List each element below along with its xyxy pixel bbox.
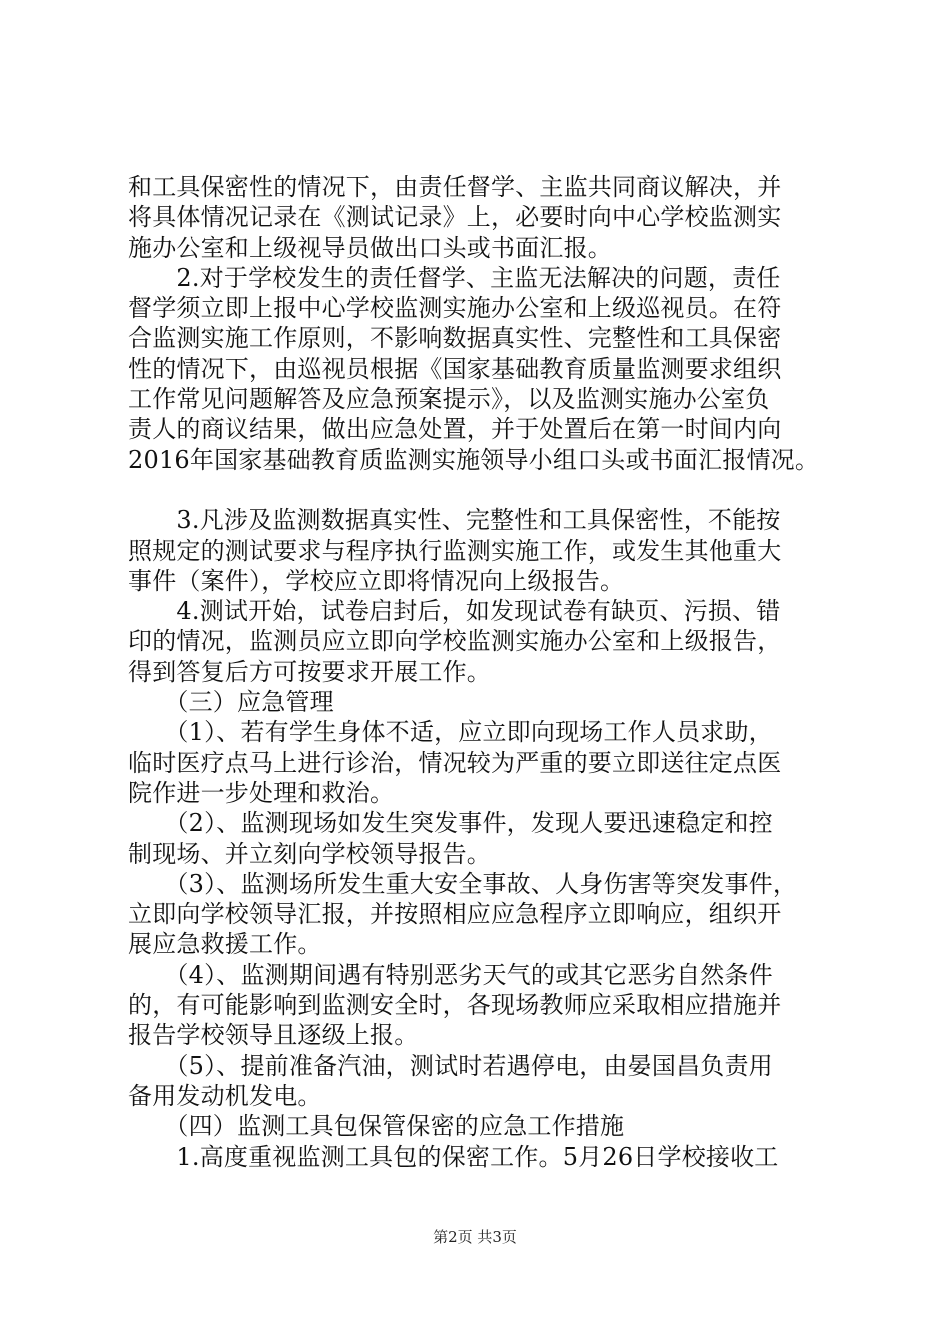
text-line: 性的情况下，由巡视员根据《国家基础教育质量监测要求组织 (128, 354, 782, 383)
text-line: 印的情况，监测员应立即向学校监测实施办公室和上级报告， (128, 627, 782, 656)
text-line: 备用发动机发电。 (128, 1081, 322, 1110)
text-line: （2）、监测现场如发生突发事件，发现人要迅速稳定和控 (128, 809, 773, 838)
text-line: 事件（案件），学校应立即将情况向上级报告。 (128, 566, 625, 595)
text-line: 临时医疗点马上进行诊治，情况较为严重的要立即送往定点医 (128, 748, 782, 777)
text-line: 将具体情况记录在《测试记录》上，必要时向中心学校监测实 (128, 203, 782, 232)
text-line: 2016年国家基础教育质监测实施领导小组口头或书面汇报情况。 (128, 445, 820, 474)
text-line: 的，有可能影响到监测安全时，各现场教师应采取相应措施并 (128, 991, 782, 1020)
paragraph-gap (128, 475, 838, 505)
text-line: 展应急救援工作。 (128, 930, 322, 959)
text-line: （4）、监测期间遇有特别恶劣天气的或其它恶劣自然条件 (128, 960, 773, 989)
text-line: （四）监测工具包保管保密的应急工作措施 (128, 1112, 625, 1141)
text-line: （3）、监测场所发生重大安全事故、人身伤害等突发事件， (128, 869, 798, 898)
text-line: 3.凡涉及监测数据真实性、完整性和工具保密性，不能按 (128, 506, 781, 535)
text-line: （三）应急管理 (128, 688, 334, 717)
text-line: 照规定的测试要求与程序执行监测实施工作，或发生其他重大 (128, 536, 782, 565)
text-line: 责人的商议结果，做出应急处置，并于处置后在第一时间内向 (128, 415, 782, 444)
text-line: 督学须立即上报中心学校监测实施办公室和上级巡视员。在符 (128, 294, 782, 323)
text-line: 1.高度重视监测工具包的保密工作。5月26日学校接收工 (128, 1142, 779, 1171)
text-line: 制现场、并立刻向学校领导报告。 (128, 839, 491, 868)
page-footer: 第2页 共3页 (433, 1228, 517, 1246)
text-line: 立即向学校领导汇报，并按照相应应急程序立即响应，组织开 (128, 900, 782, 929)
text-line: 和工具保密性的情况下，由责任督学、主监共同商议解决，并 (128, 173, 782, 201)
text-line: 院作进一步处理和救治。 (128, 778, 395, 807)
text-line: 工作常见问题解答及应急预案提示》，以及监测实施办公室负 (128, 385, 770, 414)
text-line: 2.对于学校发生的责任督学、主监无法解决的问题，责任 (128, 263, 781, 292)
text-line: 4.测试开始，试卷启封后，如发现试卷有缺页、污损、错 (128, 597, 781, 626)
text-line: （1）、若有学生身体不适，应立即向现场工作人员求助， (128, 718, 773, 747)
text-line: 得到答复后方可按要求开展工作。 (128, 657, 491, 686)
document-body (128, 172, 838, 1172)
text-line: 合监测实施工作原则，不影响数据真实性、完整性和工具保密 (128, 324, 782, 353)
text-line: 报告学校领导且逐级上报。 (128, 1021, 419, 1050)
text-line: （5）、提前准备汽油，测试时若遇停电，由晏国昌负责用 (128, 1051, 773, 1080)
text-line: 施办公室和上级视导员做出口头或书面汇报。 (128, 233, 612, 262)
